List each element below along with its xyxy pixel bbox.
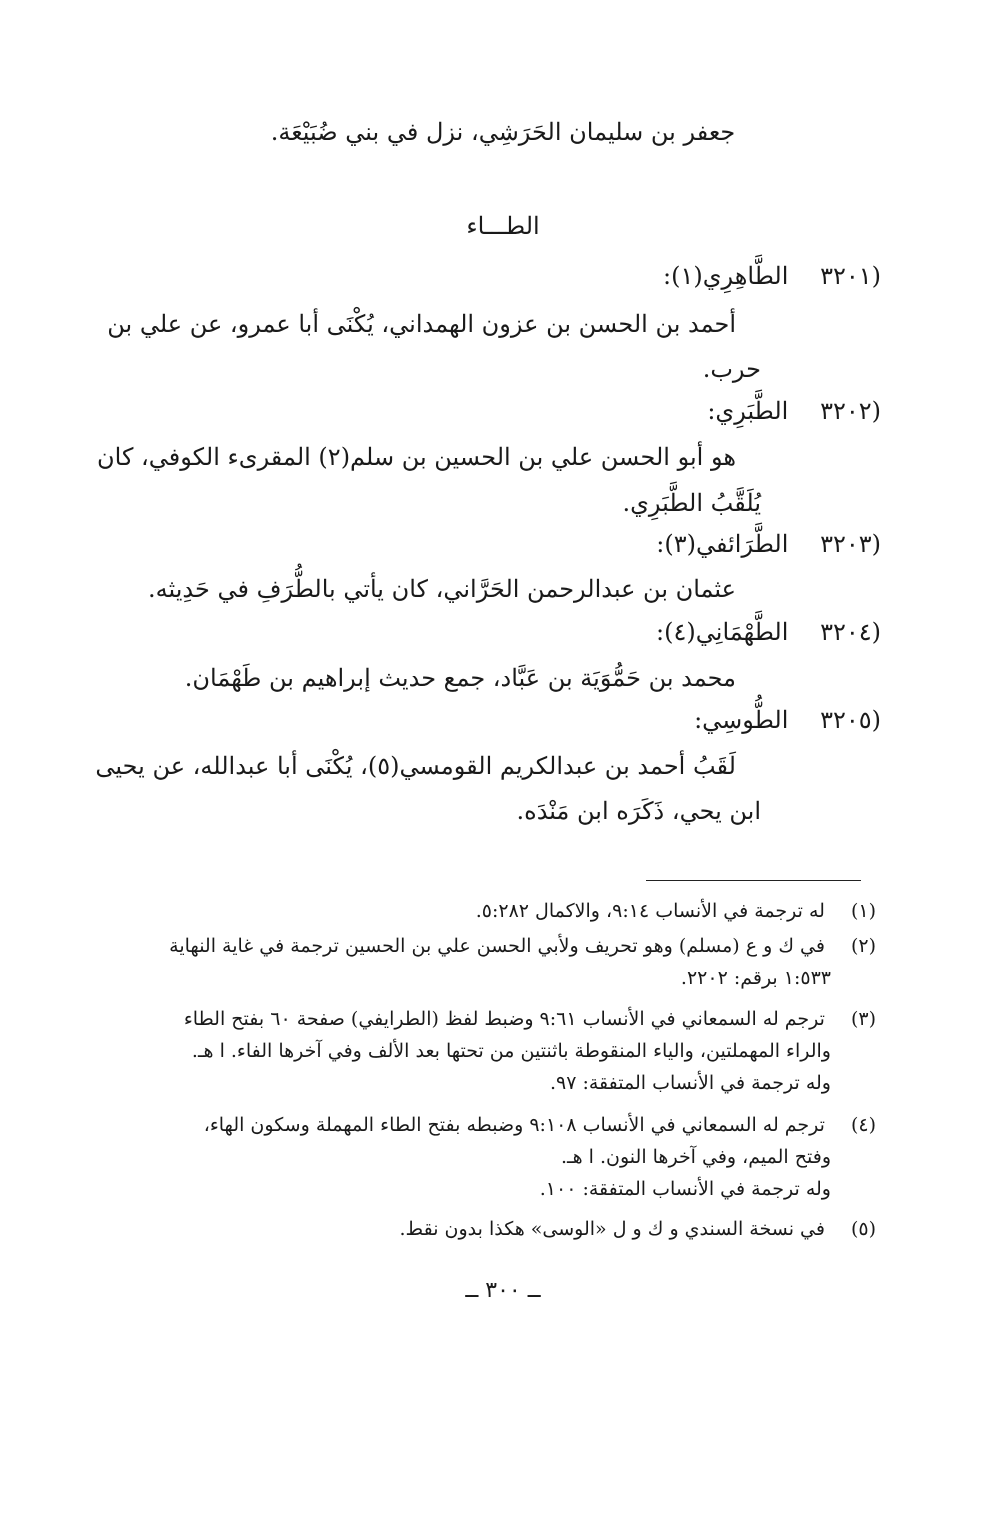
footnote-text: وفتح الميم، وفي آخرها النون. ا هـ. [561, 1146, 831, 1168]
footnote-number: (٥) [850, 1218, 876, 1240]
footnote-text: ترجم له السمعاني في الأنساب ٩:٦١ وضبط لفظ (الطرايفي) صفحة ٦٠ بفتح الطاء [183, 1008, 825, 1030]
top-line-text: جعفر بن سليمان الحَرَشِي، نزل في بني ضُبَيْعَة. [270, 118, 736, 146]
footnote-5 [400, 1218, 876, 1240]
entry-3201-header [663, 262, 881, 290]
footnote-number: (١) [850, 900, 876, 922]
entry-body-text: يُلَقَّبُ الطَّبَرِي. [622, 489, 761, 517]
footnote-3-continuation [550, 1072, 831, 1094]
footnote-3-continuation [192, 1040, 831, 1062]
section-heading [0, 212, 1006, 240]
entry-title: الطَّبَرِي: [707, 397, 789, 425]
entry-3202-body-line [622, 489, 761, 517]
entry-3202-header [707, 397, 881, 425]
page-number [0, 1278, 1006, 1303]
footnote-text: ١:٥٣٣ برقم: ٢٢٠٢. [680, 967, 831, 989]
footnote-text: له ترجمة في الأنساب ٩:١٤، والاكمال ٥:٢٨٢. [475, 900, 825, 922]
entry-3204-body-line [185, 664, 736, 692]
footnote-number: (٤) [850, 1114, 876, 1136]
entry-body-text: لَقَبُ أحمد بن عبدالكريم القومسي(٥)، يُكْنَى أبا عبدالله، عن يحيى [95, 752, 736, 780]
entry-body-text: هو أبو الحسن علي بن الحسين بن سلم(٢) المقرىء الكوفي، كان [97, 443, 736, 471]
footnote-4-continuation [540, 1178, 831, 1200]
page-number-text: ــ ٣٠٠ ــ [465, 1278, 541, 1303]
entry-3203-header [656, 530, 881, 558]
footnote-text: ترجم له السمعاني في الأنساب ٩:١٠٨ وضبطه بفتح الطاء المهملة وسكون الهاء، [203, 1114, 825, 1136]
entry-body-text: أحمد بن الحسن بن عزون الهمداني، يُكْنَى أبا عمرو، عن علي بن [107, 310, 736, 338]
entry-number: (٣٢٠٣ [820, 530, 881, 558]
entry-3201-body-line [107, 310, 736, 338]
top-line [0, 118, 1006, 146]
entry-number: (٣٢٠١ [820, 262, 881, 290]
footnote-3 [184, 1008, 876, 1030]
entry-number: (٣٢٠٢ [820, 397, 881, 425]
entry-3202-body-line [97, 443, 736, 471]
footnote-1 [476, 900, 876, 922]
entry-body-text: عثمان بن عبدالرحمن الحَرَّاني، كان يأتي بالطُّرَفِ في حَدِيثه. [147, 575, 736, 603]
entry-body-text: محمد بن حَمُّوَيَة بن عَبَّاد، جمع حديث إبراهيم بن طَهْمَان. [184, 664, 736, 692]
section-heading-text: الطـــاء [466, 212, 540, 240]
footnote-text: في نسخة السندي و ك و ل «الوسى» هكذا بدون نقط. [399, 1218, 825, 1240]
entry-3205-body-line [95, 752, 736, 780]
entry-3205-body-line [517, 797, 762, 825]
footnote-number: (٢) [850, 935, 876, 957]
entry-body-text: ابن يحي، ذَكَرَه ابن مَنْدَه. [516, 797, 761, 825]
entry-3204-header [656, 618, 881, 646]
entry-number: (٣٢٠٥ [820, 706, 881, 734]
entry-3205-header [694, 706, 881, 734]
footnote-2-continuation [681, 967, 831, 989]
entry-3201-body-line [703, 355, 761, 383]
footnote-4-continuation [561, 1146, 831, 1168]
footnote-4 [204, 1114, 876, 1136]
footnote-number: (٣) [850, 1008, 876, 1030]
entry-3203-body-line [148, 575, 736, 603]
entry-title: الطُّوسِي: [694, 706, 789, 734]
footnote-text: والراء المهملتين، والياء المنقوطة باثنتين من تحتها بعد الألف وفي آخرها الفاء. ا هـ. [191, 1040, 831, 1062]
footnote-text: وله ترجمة في الأنساب المتفقة: ٩٧. [549, 1072, 831, 1094]
footnote-2 [169, 935, 876, 957]
entry-body-text: حرب. [702, 355, 761, 383]
footnote-text: في ك و ع (مسلم) وهو تحريف ولأبي الحسن علي بن الحسين ترجمة في غاية النهاية [169, 935, 825, 957]
entry-title: الطَّاهِرِي(١): [662, 262, 789, 290]
entry-title: الطَّرَائفي(٣): [656, 530, 789, 558]
footnote-separator [646, 880, 861, 881]
entry-title: الطَّهْمَانِي(٤): [656, 618, 789, 646]
entry-number: (٣٢٠٤ [820, 618, 881, 646]
footnote-text: وله ترجمة في الأنساب المتفقة: ١٠٠. [539, 1178, 831, 1200]
